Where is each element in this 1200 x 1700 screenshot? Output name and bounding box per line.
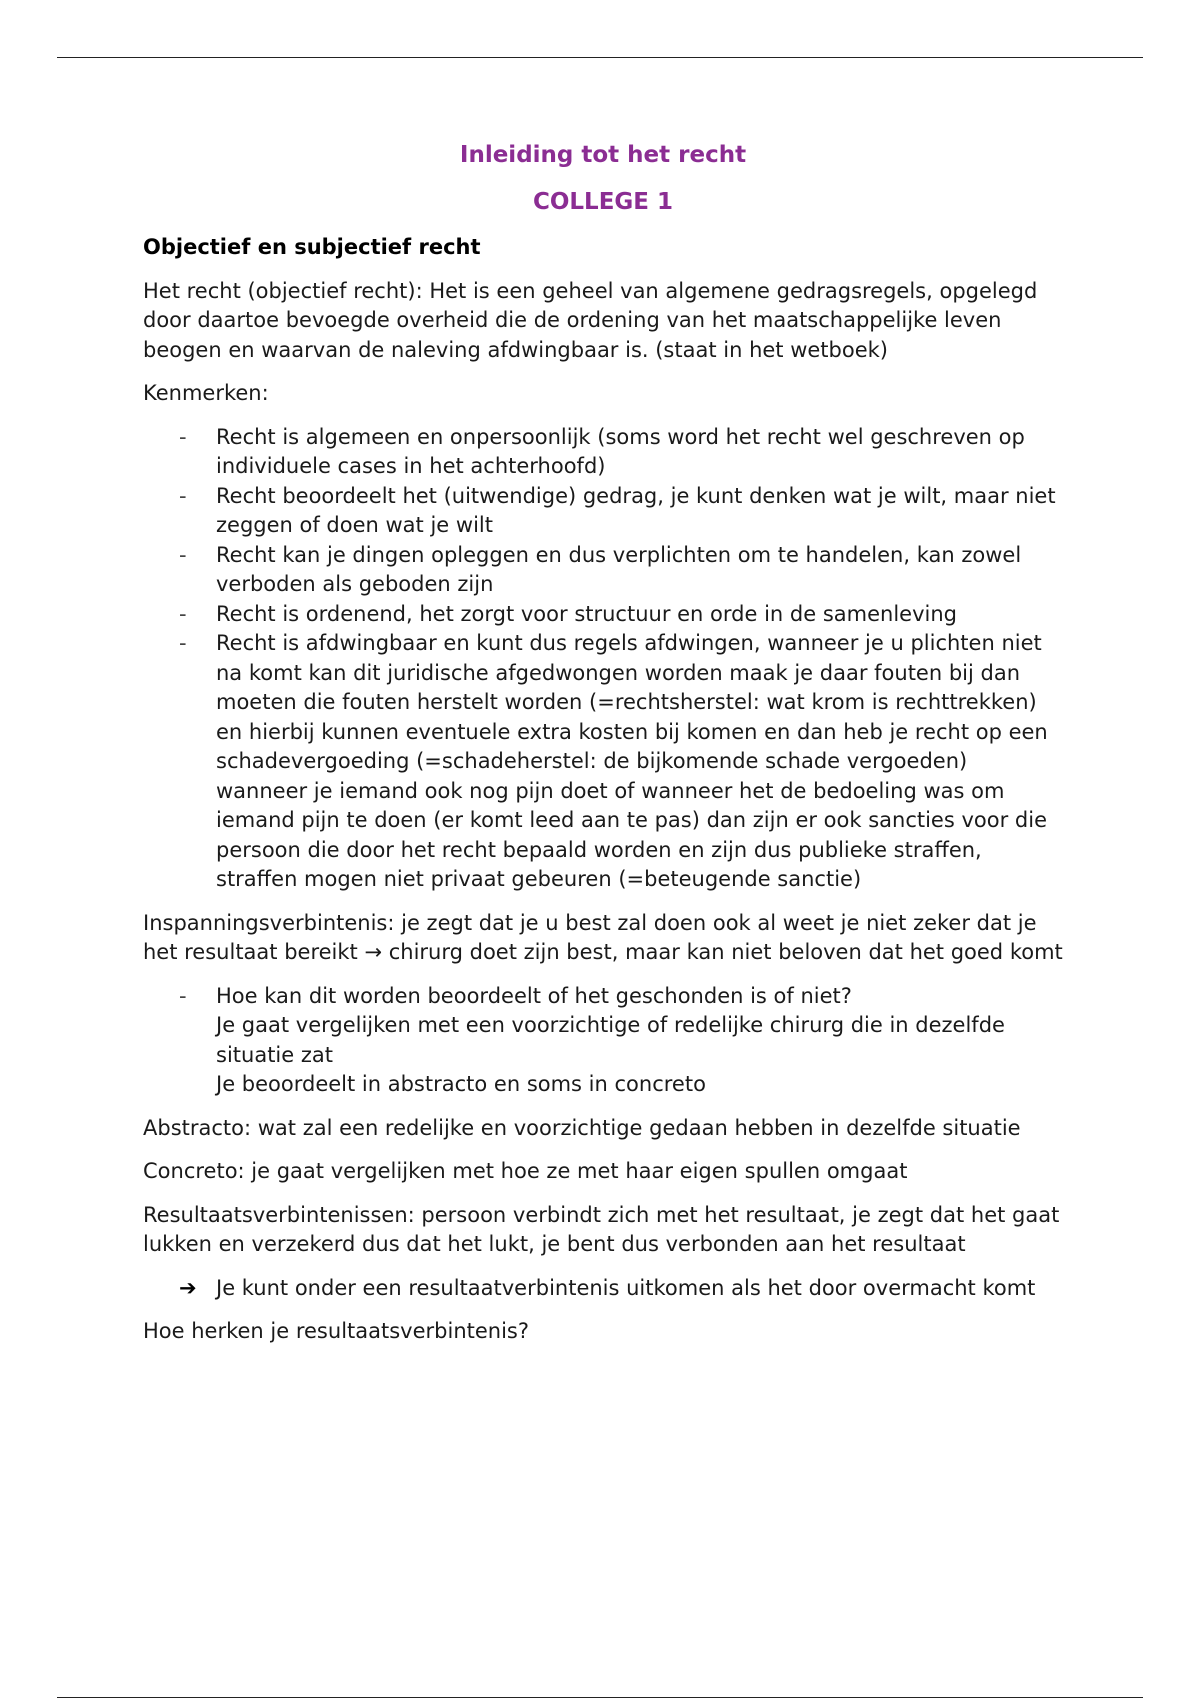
list-item-text: Recht beoordeelt het (uitwendige) gedrag, je kunt denken wat je wilt, maar niet zeggen of doen wat je wilt bbox=[216, 483, 1056, 537]
inspanning-paragraph: Inspanningsverbintenis: je zegt dat je u best zal doen ook al weet je niet zeker dat je het resultaat bereikt → chirurg doet zijn best, maar kan niet beloven dat het goed komt bbox=[143, 910, 1063, 964]
list-item-text: Recht is afdwingbaar en kunt dus regels afdwingen, wanneer je u plichten niet na komt kan dit juridische afgedwongen worden maak je daar fouten bij dan moeten die fouten herstelt worden (=rechtsherstel: wat krom is rechttrekken) en hierbij kunnen eventuele extra kosten bij komen en dan heb je recht op een schadevergoeding (=schadeherstel: de bijkomende schade vergoeden) wanneer je iemand ook nog pijn doet of wanneer het de bedoeling was om iemand pijn te doen (er komt leed aan te pas) dan zijn er ook sancties voor die persoon die door het recht bepaald worden en zijn dus publieke straffen, straffen mogen niet privaat gebeuren (=beteugende sanctie) bbox=[216, 631, 1048, 891]
kenmerken-list bbox=[143, 423, 1063, 895]
dash-bullet: - bbox=[179, 542, 187, 567]
list-item bbox=[179, 482, 1063, 541]
list-item bbox=[179, 600, 1063, 630]
top-rule bbox=[57, 57, 1143, 58]
list-item bbox=[179, 629, 1063, 895]
list-item-text: Je beoordeelt in abstracto en soms in concreto bbox=[216, 1072, 706, 1096]
list-item bbox=[179, 423, 1063, 482]
dash-bullet: - bbox=[179, 424, 187, 449]
kenmerken-label: Kenmerken: bbox=[143, 381, 269, 405]
arrow-item-text: Je kunt onder een resultaatverbintenis uitkomen als het door overmacht komt bbox=[216, 1275, 1036, 1300]
herken-question: Hoe herken je resultaatsverbintenis? bbox=[143, 1319, 530, 1343]
list-item-text: Recht kan je dingen opleggen en dus verplichten om te handelen, kan zowel verboden als geboden zijn bbox=[216, 542, 1022, 596]
dash-bullet: - bbox=[179, 601, 187, 626]
list-item bbox=[179, 541, 1063, 600]
bottom-rule bbox=[57, 1697, 1143, 1698]
section-heading: Objectief en subjectief recht bbox=[143, 235, 481, 259]
dash-bullet: - bbox=[179, 983, 187, 1008]
definition-paragraph: Het recht (objectief recht): Het is een geheel van algemene gedragsregels, opgelegd door daartoe bevoegde overheid die de ordening van het maatschappelijke leven beogen en waarvan de naleving afdwingbaar is. (staat in het wetboek) bbox=[143, 278, 1038, 362]
list-item-text: Recht is ordenend, het zorgt voor structuur en orde in de samenleving bbox=[216, 601, 957, 626]
resultaat-paragraph: Resultaatsverbintenissen: persoon verbindt zich met het resultaat, je zegt dat het gaat lukken en verzekerd dus dat het lukt, je bent dus verbonden aan het resultaat bbox=[143, 1202, 1060, 1256]
concreto-paragraph: Concreto: je gaat vergelijken met hoe ze met haar eigen spullen omgaat bbox=[143, 1159, 908, 1183]
list-item bbox=[179, 982, 1063, 1100]
list-item-text: Hoe kan dit worden beoordeelt of het geschonden is of niet? bbox=[216, 983, 852, 1008]
arrow-right-icon: ➔ bbox=[179, 1275, 197, 1300]
dash-bullet: - bbox=[179, 631, 187, 655]
inspanning-list bbox=[143, 982, 1063, 1100]
abstracto-paragraph: Abstracto: wat zal een redelijke en voorzichtige gedaan hebben in dezelfde situatie bbox=[143, 1115, 1021, 1140]
list-item-text: Recht is algemeen en onpersoonlijk (soms word het recht wel geschreven op individuele cases in het achterhoofd) bbox=[216, 424, 1025, 478]
arrow-list-item bbox=[143, 1274, 1063, 1304]
document-title: Inleiding tot het recht bbox=[459, 142, 747, 168]
document-subtitle: COLLEGE 1 bbox=[532, 188, 674, 215]
document-body bbox=[143, 137, 1063, 1347]
dash-bullet: - bbox=[179, 483, 187, 508]
list-item-text: Je gaat vergelijken met een voorzichtige of redelijke chirurg die in dezelfde situatie zat bbox=[216, 1013, 1005, 1067]
